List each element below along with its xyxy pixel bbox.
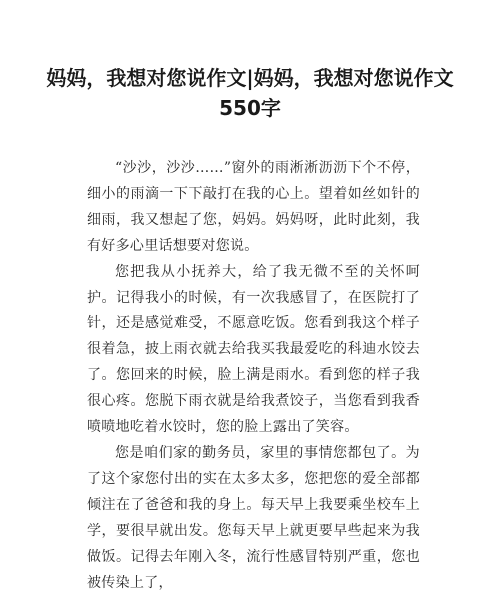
paragraph-3: 您是咱们家的勤务员，家里的事情您都包了。为了这个家您付出的实在太多太多，您把您的爱全部都倾注在了爸爸和我的身上。每天早上我要乘坐校车上学，要很早就出发。您每天早上就更要早些起来为我做饭。记得去年刚入冬，流行性感冒特别严重，您也被传染上了， — [87, 444, 420, 591]
article-body — [87, 156, 420, 596]
paragraph-2: 您把我从小抚养大，给了我无微不至的关怀呵护。记得我小的时候，有一次我感冒了，在医院打了针，还是感觉难受，不愿意吃饭。您看到我这个样子很着急，披上雨衣就去给我买我最爱吃的科迪水饺去了。您回来的时候，脸上满是雨水。看到您的样子我很心疼。您脱下雨衣就是给我煮饺子，当您看到我香喷喷地吃着水饺时，您的脸上露出了笑容。 — [87, 263, 420, 436]
document-title: 妈妈，我想对您说作文|妈妈，我想对您说作文550字 — [46, 66, 454, 120]
paragraph-1: “沙沙，沙沙……”窗外的雨淅淅沥沥下个不停，细小的雨滴一下下敲打在我的心上。望着如丝如针的细雨，我又想起了您，妈妈。妈妈呀，此时此刻，我有好多心里话想要对您说。 — [87, 160, 420, 254]
